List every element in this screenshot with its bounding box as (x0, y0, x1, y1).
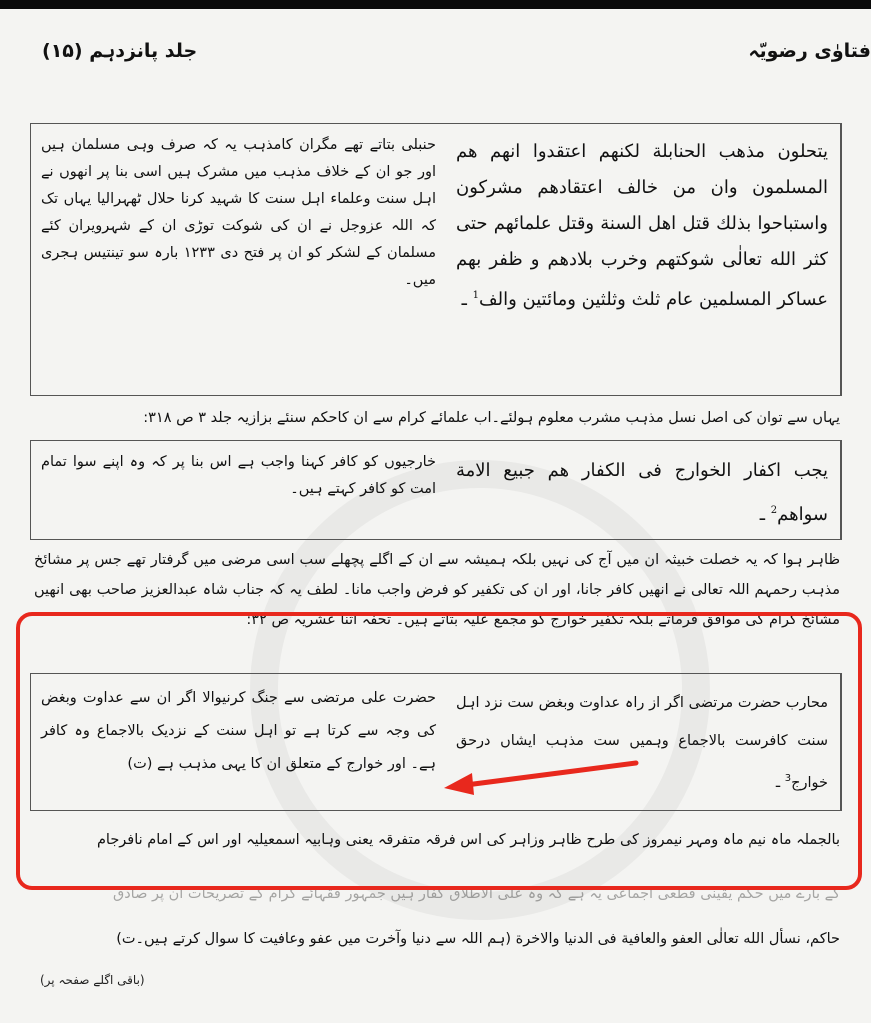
footnote-marker: 2 (770, 505, 778, 516)
text-line: حاکم، نسأل الله تعالٰى العفو والعافية فى الدنيا والاخرة (ہم اللہ سے دنیا وآخرت میں عفو وعافیت کا سوال کرتے ہیں۔ت) (116, 931, 840, 947)
red-arrow-icon (440, 755, 640, 795)
quote-table-2 (30, 440, 842, 540)
footnote-marker: 1 (472, 290, 479, 301)
quote-table-1 (30, 123, 842, 396)
arabic-quote-cell: يتحلون مذهب الحنابلة لكنهم اعتقدوا انهم هم المسلمون وان من خالف اعتقادهم مشركون واستباحوا بذلك قتل اهل السنة وقتل علمائهم حتى كثر الله تعالٰى شوكتهم وخرب بلادهم و ظفر بهم عساكر المسلمين عام ثلث وثلثين ومائتين والف$^1$ ـ (446, 124, 841, 395)
red-highlight-box (16, 612, 862, 890)
volume-label: جلد پانزدہم (۱۵) (42, 40, 198, 62)
continued-note: (باقی اگلے صفحہ پر) (40, 973, 145, 987)
top-dark-bar (0, 0, 871, 9)
persian-quote-text: محارب حضرت مرتضی اگر از راہ عداوت وبغض ست نزد اہل سنت کافرست بالاجماع وہمیں ست مذہب ایشاں درحق خوارج (456, 695, 828, 791)
text-line: بالجملہ ماہ نیم ماہ ومہر نیمروز کی طرح ظاہر وزاہر کی اس فرقہ متفرقہ یعنی وہابیہ اسمعیلیہ اور اس کے امام نافرجام (96, 832, 840, 848)
translation-cell: حنبلی بتاتے تھے مگران کامذہب یہ کہ صرف وہی مسلمان ہیں اور جو ان کے خلاف مذہب میں مشرک ہیں اسی بنا پر انھوں نے اہل سنت وعلماء اہل سنت کا شہید کرنا حلال ٹھہرالیا یہاں تک کہ اللہ عزوجل نے ان کی شوکت توڑی ان کے شہرویران کئے مسلمان کے لشکر کو ان پر فتح دی ۱۲۳۳ بارہ سو تینتیس ہجری میں۔ (41, 137, 436, 288)
book-title: فتاوٰی رضویّہ (748, 40, 871, 62)
translation-cell: حضرت علی مرتضی سے جنگ کرنیوالا اگر ان سے عداوت وبغض کی وجہ سے کرتا ہے تو اہل سنت کے نزدیک بالاجماع وہ کافر ہے۔ اور خوارج کے متعلق ان کا یہی مذہب ہے (ت) (41, 690, 436, 772)
translation-cell: خارجیوں کو کافر کہنا واجب ہے اس بنا پر کہ وہ اپنے سوا تمام امت کو کافر کہتے ہیں۔ (41, 454, 436, 497)
footnote-marker: 3 (784, 773, 792, 784)
persian-quote-cell: محارب حضرت مرتضی اگر از راہ عداوت وبغض ست نزد اہل سنت کافرست بالاجماع وہمیں ست مذہب ایشاں درحق خوارج$^3$ ـ (446, 674, 841, 810)
arabic-quote-cell: يجب اكفار الخوارج فى الكفار هم جبيع الامة سواهم$^2$ ـ (446, 441, 841, 539)
text-line: یہاں سے توان کی اصل نسل مذہب مشرب معلوم ہولئے۔اب علمائے کرام سے ان کاحکم سنئے بزازیہ جلد ۳ ص ۳۱۸: (143, 410, 840, 426)
arabic-quote-text: يتحلون مذهب الحنابلة لكنهم اعتقدوا انهم هم المسلمون وان من خالف اعتقادهم مشركون واستباحوا بذلك قتل اهل السنة وقتل علمائهم حتى كثر الله تعالٰى شوكتهم وخرب بلادهم و ظفر بهم عساكر المسلمين عام ثلث وثلثين ومائتين والف (456, 141, 828, 310)
text-line-partial: کے بارے میں حکم یقینی قطعی اجماعی یہ ہے کہ وہ علی الاطلاق کفار ہیں جمہور فقہائے کرام کے تصریحات ان پر صادق (112, 886, 840, 902)
arabic-quote-text: يجب اكفار الخوارج فى الكفار هم جبيع الامة سواهم (456, 460, 828, 525)
paragraph: ظاہر ہوا کہ یہ خصلت خبیثہ ان میں آج کی نہیں بلکہ ہمیشہ سے ان کے اگلے پچھلے سب اسی مرضی میں گرفتار تھے جس پر مشائخ مذہب رحمہم اللہ تعالی نے انھیں کافر جانا، اور ان کی تکفیر کو فرض واجب مانا۔ لطف یہ کہ جناب شاہ عبدالعزیز صاحب بھی انھیں مشائخ کرام کی موافق فرماتے بلکہ تکفیر خوارج کو مجمع علیہ بتاتے ہیں۔ تحفہ اثنا عشریہ ص ۳۲: (34, 552, 840, 628)
